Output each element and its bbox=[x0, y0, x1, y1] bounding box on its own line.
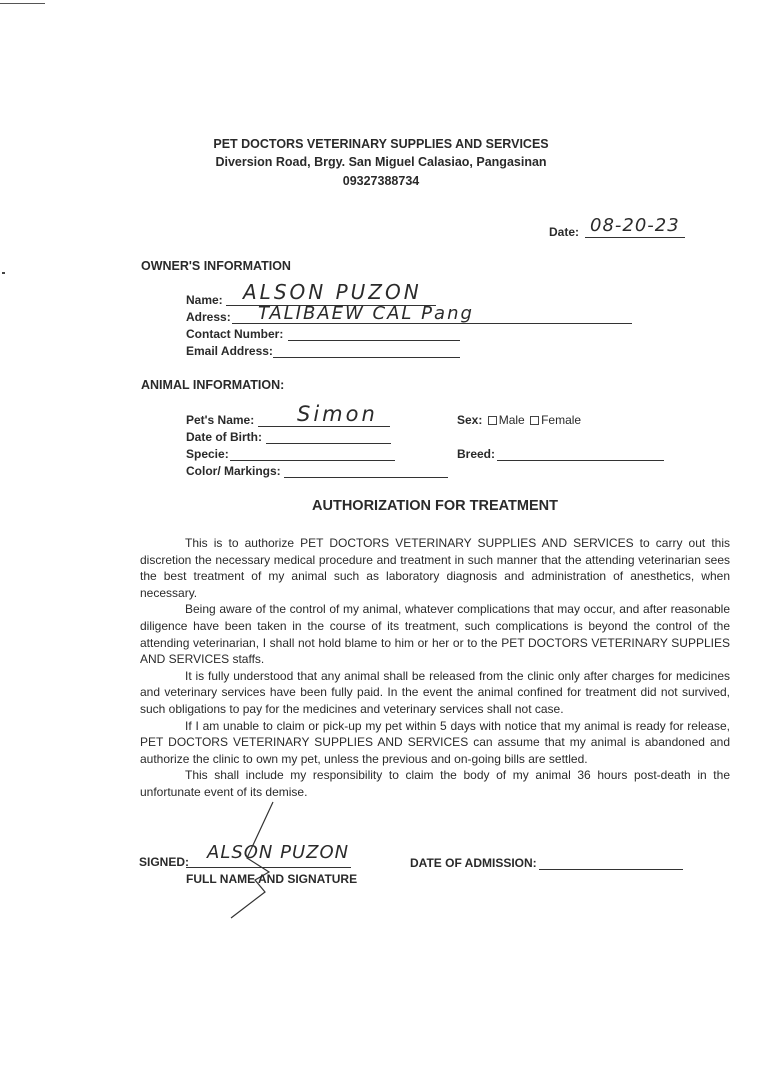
owner-name-value: ALSON PUZON bbox=[243, 280, 422, 304]
female-label: Female bbox=[541, 413, 582, 427]
signature-value: ALSON PUZON bbox=[207, 842, 350, 863]
male-label: Male bbox=[498, 413, 525, 427]
date-line bbox=[585, 237, 685, 238]
female-checkbox[interactable] bbox=[530, 416, 539, 425]
signature-caption: FULL NAME AND SIGNATURE bbox=[186, 872, 358, 886]
owner-contact-label: Contact Number: bbox=[186, 327, 284, 341]
sex-field bbox=[457, 413, 581, 427]
scan-dot bbox=[2, 272, 5, 274]
owner-address-label: Adress: bbox=[186, 310, 231, 324]
animal-heading: ANIMAL INFORMATION: bbox=[141, 378, 285, 392]
admission-label: DATE OF ADMISSION: bbox=[410, 856, 537, 870]
dob-line bbox=[266, 443, 391, 444]
owner-email-label: Email Address: bbox=[186, 344, 273, 358]
authorization-paragraph-1: This is to authorize PET DOCTORS VETERINARY SUPPLIES AND SERVICES to carry out this discretion the necessary medical procedure and treatment in such manner that the attending veterinarian sees the best treatment of my animal such as laboratory diagnosis and administration of anesthetics, when necessary. bbox=[140, 536, 730, 600]
authorization-paragraph-2: Being aware of the control of my animal, whatever complications that may occur, and after reasonable diligence have been taken in the course of its treatment, such complications is beyond the control of the attending veterinarian, I shall not hold blame to him or her or to the PET DOCTORS VETERINARY SUPPLIES AND SERVICES staffs. bbox=[140, 602, 730, 667]
breed-label: Breed: bbox=[457, 447, 496, 461]
specie-label: Specie: bbox=[186, 447, 229, 461]
sex-label: Sex: bbox=[457, 413, 483, 427]
owner-address-value: TALIBAEW CAL Pang bbox=[258, 303, 474, 324]
dob-label: Date of Birth: bbox=[186, 430, 262, 444]
breed-line bbox=[497, 460, 664, 461]
color-label: Color/ Markings: bbox=[186, 464, 281, 478]
date-value: 08-20-23 bbox=[590, 215, 680, 236]
clinic-name: PET DOCTORS VETERINARY SUPPLIES AND SERVICES bbox=[213, 137, 549, 151]
date-label: Date: bbox=[549, 225, 580, 239]
pet-name-line bbox=[258, 426, 390, 427]
scan-edge-mark bbox=[0, 3, 45, 4]
authorization-paragraph-5: This shall include my responsibility to claim the body of my animal 36 hours post-death in the unfortunate event of its demise. bbox=[140, 768, 730, 799]
authorization-paragraph-4: If I am unable to claim or pick-up my pet within 5 days with notice that my animal is ready for release, PET DOCTORS VETERINARY SUPPLIES AND SERVICES can assume that my animal is abandoned and authorize the clinic to own my pet, unless the previous and on-going bills are settled. bbox=[140, 718, 730, 766]
pet-name-value: Simon bbox=[297, 402, 378, 426]
authorization-title: AUTHORIZATION FOR TREATMENT bbox=[312, 498, 558, 514]
authorization-paragraph-3: It is fully understood that any animal shall be released from the clinic only after charges for medicines and veterinary services have been fully paid. In the event the animal confined for treatment did not survived, such obligations to pay for the medicines and veterinary services shall not case. bbox=[140, 668, 730, 716]
owner-heading: OWNER'S INFORMATION bbox=[141, 259, 291, 273]
specie-line bbox=[230, 460, 395, 461]
signed-label: SIGNED: bbox=[139, 855, 190, 869]
authorization-body bbox=[140, 535, 730, 801]
color-line bbox=[284, 477, 448, 478]
admission-line bbox=[539, 869, 683, 870]
clinic-phone: 09327388734 bbox=[342, 174, 420, 188]
owner-email-line bbox=[273, 357, 460, 358]
owner-name-label: Name: bbox=[186, 293, 223, 307]
owner-contact-line bbox=[288, 340, 460, 341]
male-checkbox[interactable] bbox=[488, 416, 497, 425]
clinic-address: Diversion Road, Brgy. San Miguel Calasiao, Pangasinan bbox=[215, 155, 547, 169]
signature-flourish bbox=[225, 800, 285, 925]
pet-name-label: Pet's Name: bbox=[186, 413, 255, 427]
